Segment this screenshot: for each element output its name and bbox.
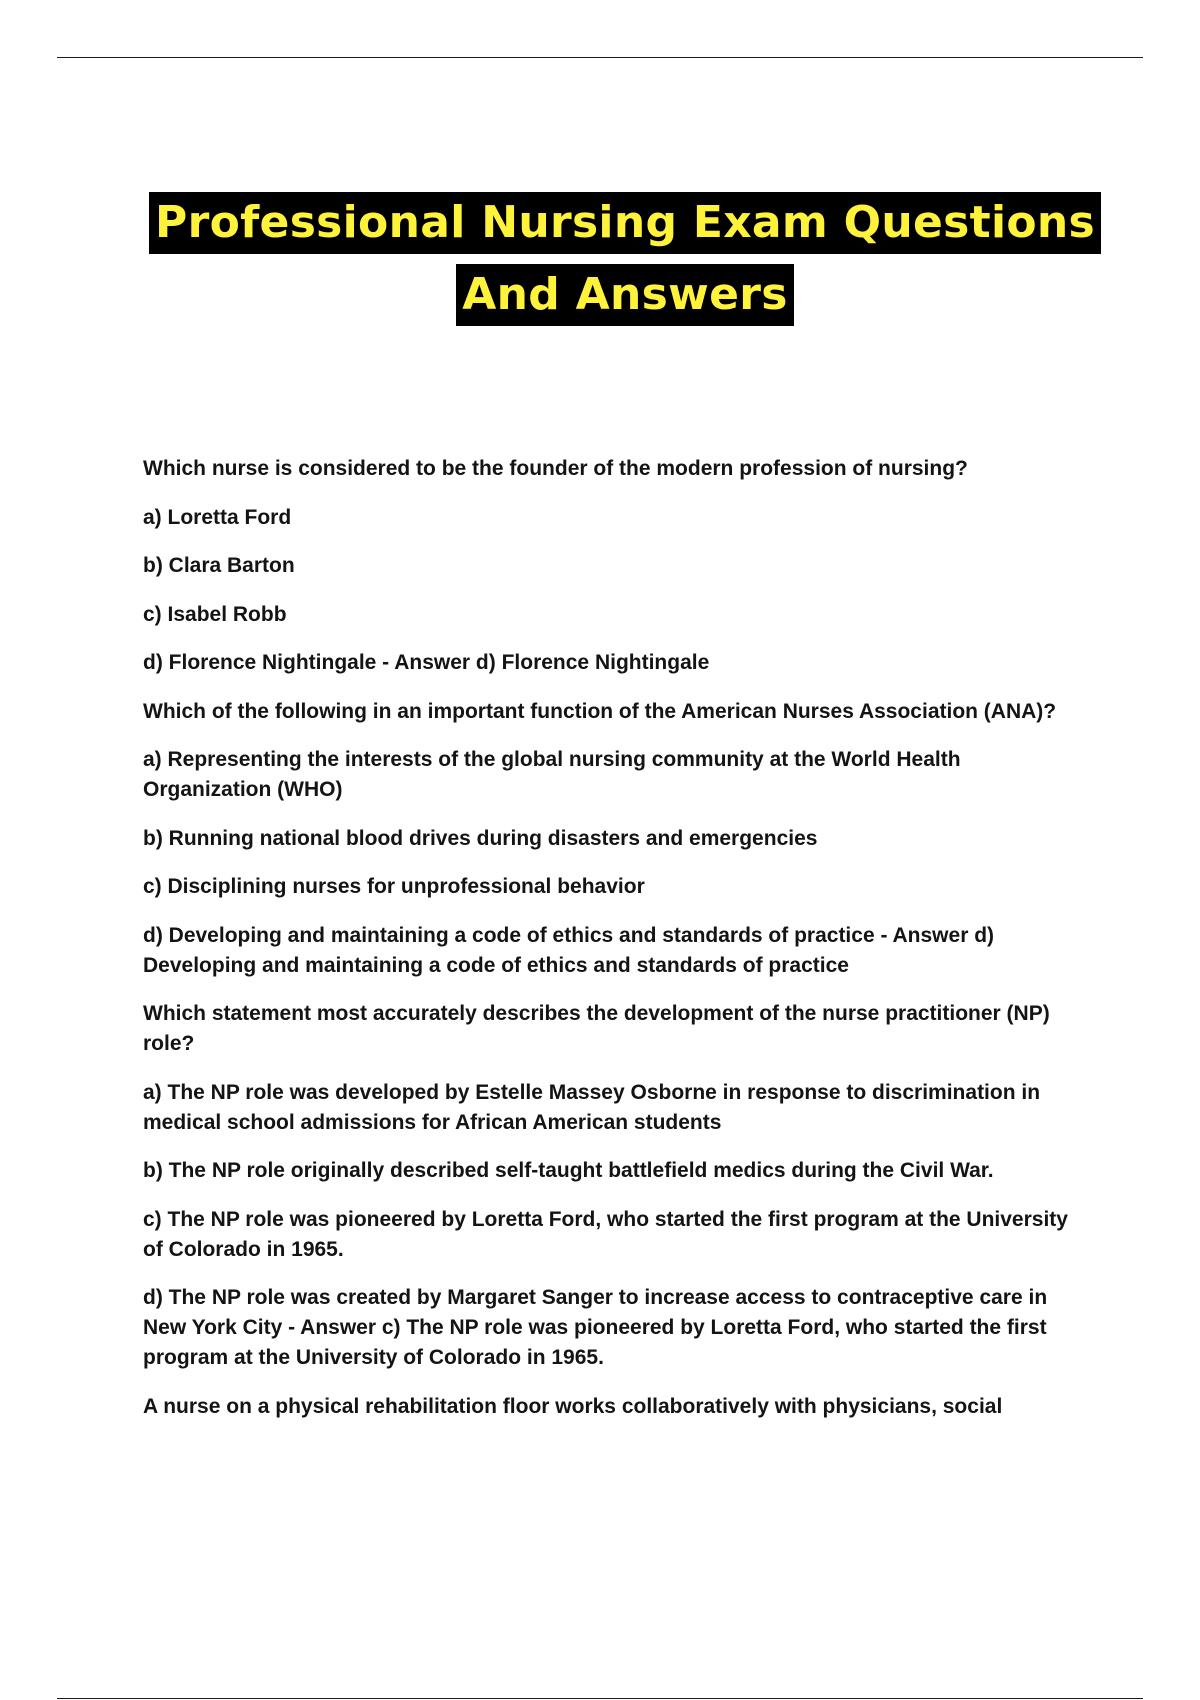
q2-option-a: a) Representing the interests of the global nursing community at the World Health Organization (WHO) <box>143 748 961 801</box>
document-title <box>0 192 1200 326</box>
q3-option-d-answer: d) The NP role was created by Margaret Sanger to increase access to contraceptive care in New York City - Answer c) The NP role was pioneered by Loretta Ford, who started the first program at the University of Colorado in 1965. <box>143 1286 1048 1369</box>
q2-option-d-answer: d) Developing and maintaining a code of ethics and standards of practice - Answer d) Developing and maintaining a code of ethics and standards of practice <box>143 923 995 977</box>
question-3: Which statement most accurately describes the development of the nurse practitioner (NP) role? <box>143 1002 1050 1055</box>
title-line-2: And Answers <box>456 264 793 326</box>
document-body <box>143 454 1093 1440</box>
footer-rule <box>57 1698 1143 1699</box>
q1-option-d-answer: d) Florence Nightingale - Answer d) Florence Nightingale <box>143 651 710 674</box>
q2-option-c: c) Disciplining nurses for unprofessional behavior <box>143 875 645 898</box>
title-line-1: Professional Nursing Exam Questions <box>149 192 1101 254</box>
q1-option-a: a) Loretta Ford <box>143 505 292 529</box>
question-1: Which nurse is considered to be the founder of the modern profession of nursing? <box>143 457 968 480</box>
q2-option-b: b) Running national blood drives during disasters and emergencies <box>143 826 818 850</box>
question-2: Which of the following in an important function of the American Nurses Association (ANA)? <box>143 699 1057 723</box>
q3-option-a: a) The NP role was developed by Estelle Massey Osborne in response to discrimination in medical school admissions for African American students <box>143 1080 1041 1134</box>
q1-option-c: c) Isabel Robb <box>143 602 287 626</box>
q1-option-b: b) Clara Barton <box>143 554 295 577</box>
question-4-partial: A nurse on a physical rehabilitation floor works collaboratively with physicians, social <box>143 1394 1003 1418</box>
header-rule <box>57 57 1143 58</box>
q3-option-c: c) The NP role was pioneered by Loretta Ford, who started the first program at the University of Colorado in 1965. <box>143 1207 1068 1261</box>
q3-option-b: b) The NP role originally described self-taught battlefield medics during the Civil War. <box>143 1159 994 1182</box>
